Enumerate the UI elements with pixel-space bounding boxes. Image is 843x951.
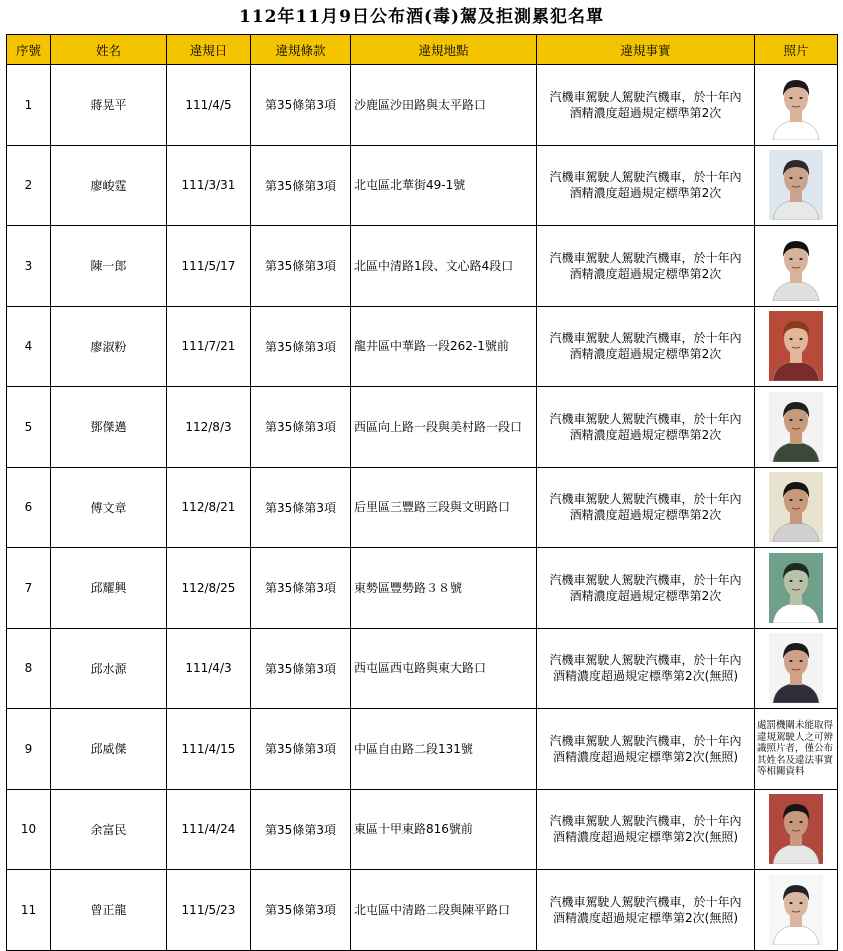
violation-date: 111/5/17 [167,226,251,307]
portrait-photo [769,392,823,462]
fact-line-1: 汽機車駕駛人駕駛汽機車，於十年內 [549,250,742,265]
violation-fact [537,709,755,790]
portrait-icon [769,231,823,301]
fact-line-1: 汽機車駕駛人駕駛汽機車，於十年內 [549,733,742,748]
fact-line-1: 汽機車駕駛人駕駛汽機車，於十年內 [549,411,742,426]
violation-clause: 第35條第3項 [251,548,351,629]
portrait-icon [769,392,823,462]
portrait-photo [769,633,823,703]
offender-name: 傅文章 [51,467,167,548]
violation-clause: 第35條第3項 [251,387,351,468]
photo-cell [755,306,838,387]
portrait-icon [769,70,823,140]
violation-place: 西區向上路一段與美村路一段口 [351,387,537,468]
row-number: 7 [7,548,51,629]
table-row [7,387,838,468]
violation-place: 東區十甲東路816號前 [351,789,537,870]
violation-place: 西屯區西屯路與東大路口 [351,628,537,709]
table-row [7,709,838,790]
violation-place: 北屯區中清路二段與陳平路口 [351,870,537,951]
offender-name: 蔣晃平 [51,65,167,146]
photo-cell [755,387,838,468]
violation-place: 北區中清路1段、文心路4段口 [351,226,537,307]
violation-clause: 第35條第3項 [251,709,351,790]
col-header-fact: 違規事實 [537,35,755,65]
row-number: 1 [7,65,51,146]
table-row [7,870,838,951]
portrait-icon [769,633,823,703]
violation-date: 112/8/25 [167,548,251,629]
violation-fact [537,467,755,548]
row-number: 11 [7,870,51,951]
table-row [7,789,838,870]
portrait-photo [769,311,823,381]
table-row [7,467,838,548]
fact-line-2: 酒精濃度超過規定標準第2次 [569,105,722,120]
violation-clause: 第35條第3項 [251,145,351,226]
violation-fact [537,870,755,951]
violation-place: 中區自由路二段131號 [351,709,537,790]
violation-clause: 第35條第3項 [251,65,351,146]
row-number: 10 [7,789,51,870]
violation-clause: 第35條第3項 [251,789,351,870]
portrait-photo [769,472,823,542]
violation-clause: 第35條第3項 [251,226,351,307]
violation-date: 111/4/15 [167,709,251,790]
violation-date: 111/4/24 [167,789,251,870]
photo-cell [755,226,838,307]
violation-date: 112/8/21 [167,467,251,548]
fact-line-2: 酒精濃度超過規定標準第2次(無照) [553,910,738,925]
violation-fact [537,789,755,870]
portrait-icon [769,875,823,945]
photo-cell [755,709,838,790]
fact-line-2: 酒精濃度超過規定標準第2次 [569,266,722,281]
fact-line-1: 汽機車駕駛人駕駛汽機車，於十年內 [549,89,742,104]
portrait-icon [769,794,823,864]
fact-line-2: 酒精濃度超過規定標準第2次 [569,427,722,442]
photo-cell [755,145,838,226]
offender-name: 廖淑粉 [51,306,167,387]
violation-clause: 第35條第3項 [251,306,351,387]
row-number: 9 [7,709,51,790]
photo-cell [755,628,838,709]
offender-name: 邱水源 [51,628,167,709]
fact-line-2: 酒精濃度超過規定標準第2次(無照) [553,749,738,764]
portrait-icon [769,472,823,542]
violation-fact [537,65,755,146]
table-row [7,226,838,307]
fact-line-2: 酒精濃度超過規定標準第2次(無照) [553,669,738,684]
col-header-photo: 照片 [755,35,838,65]
fact-line-2: 酒精濃度超過規定標準第2次 [569,347,722,362]
violation-fact [537,226,755,307]
portrait-photo [769,553,823,623]
photo-cell [755,870,838,951]
fact-line-1: 汽機車駕駛人駕駛汽機車，於十年內 [549,331,742,346]
portrait-photo [769,794,823,864]
portrait-icon [769,150,823,220]
photo-cell [755,467,838,548]
row-number: 2 [7,145,51,226]
table-row [7,306,838,387]
violation-clause: 第35條第3項 [251,467,351,548]
violation-fact [537,387,755,468]
table-row [7,628,838,709]
portrait-photo [769,875,823,945]
violation-date: 111/7/21 [167,306,251,387]
fact-line-1: 汽機車駕駛人駕駛汽機車，於十年內 [549,894,742,909]
violation-clause: 第35條第3項 [251,628,351,709]
row-number: 3 [7,226,51,307]
offender-name: 邱耀興 [51,548,167,629]
violation-place: 后里區三豐路三段與文明路口 [351,467,537,548]
offender-name: 邱威傑 [51,709,167,790]
col-header-name: 姓名 [51,35,167,65]
offender-name: 廖峻霆 [51,145,167,226]
col-header-no: 序號 [7,35,51,65]
fact-line-2: 酒精濃度超過規定標準第2次 [569,186,722,201]
portrait-photo [769,150,823,220]
row-number: 6 [7,467,51,548]
fact-line-1: 汽機車駕駛人駕駛汽機車，於十年內 [549,814,742,829]
fact-line-2: 酒精濃度超過規定標準第2次 [569,508,722,523]
photo-cell [755,548,838,629]
photo-cell [755,65,838,146]
violation-clause: 第35條第3項 [251,870,351,951]
portrait-icon [769,311,823,381]
table-row [7,145,838,226]
fact-line-1: 汽機車駕駛人駕駛汽機車，於十年內 [549,572,742,587]
table-row [7,548,838,629]
violation-date: 111/5/23 [167,870,251,951]
violation-fact [537,306,755,387]
photo-cell [755,789,838,870]
offender-name: 鄧傑邁 [51,387,167,468]
violation-date: 111/4/5 [167,65,251,146]
offender-name: 陳一郎 [51,226,167,307]
portrait-photo [769,70,823,140]
violation-place: 東勢區豐勢路３８號 [351,548,537,629]
violation-fact [537,548,755,629]
violation-date: 111/4/3 [167,628,251,709]
portrait-icon [769,553,823,623]
offender-table [6,34,838,951]
row-number: 5 [7,387,51,468]
violation-date: 112/8/3 [167,387,251,468]
row-number: 8 [7,628,51,709]
violation-date: 111/3/31 [167,145,251,226]
fact-line-2: 酒精濃度超過規定標準第2次 [569,588,722,603]
fact-line-1: 汽機車駕駛人駕駛汽機車，於十年內 [549,653,742,668]
table-row [7,65,838,146]
col-header-date: 違規日 [167,35,251,65]
header-row [7,35,838,65]
no-photo-note: 處罰機關未能取得違規駕駛人之可辨識照片者，僅公布其姓名及違法事實等相關資料 [757,720,834,777]
fact-line-2: 酒精濃度超過規定標準第2次(無照) [553,830,738,845]
offender-name: 曾正龍 [51,870,167,951]
portrait-photo [769,231,823,301]
offender-name: 余富民 [51,789,167,870]
violation-place: 北屯區北華街49-1號 [351,145,537,226]
col-header-place: 違規地點 [351,35,537,65]
violation-place: 龍井區中華路一段262-1號前 [351,306,537,387]
page-title: 112年11月9日公布酒(毒)駕及拒測累犯名單 [238,7,605,27]
violation-fact [537,628,755,709]
fact-line-1: 汽機車駕駛人駕駛汽機車，於十年內 [549,170,742,185]
violation-place: 沙鹿區沙田路與太平路口 [351,65,537,146]
fact-line-1: 汽機車駕駛人駕駛汽機車，於十年內 [549,492,742,507]
row-number: 4 [7,306,51,387]
col-header-clause: 違規條款 [251,35,351,65]
violation-fact [537,145,755,226]
